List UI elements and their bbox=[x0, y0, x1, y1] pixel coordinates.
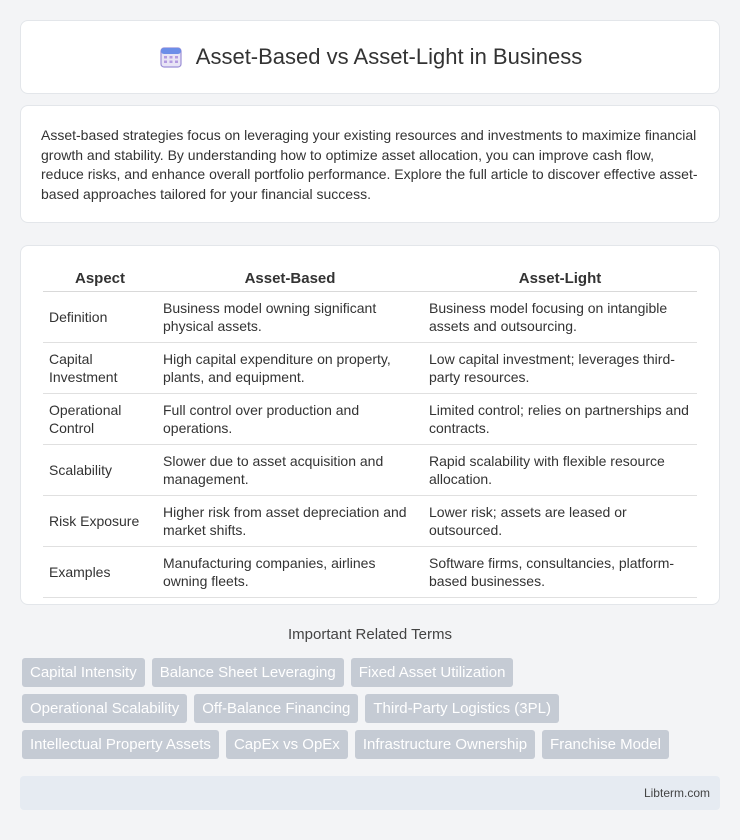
table-row bbox=[43, 445, 697, 496]
title-card bbox=[20, 20, 720, 94]
cell-asset-light: Low capital investment; leverages third-party resources. bbox=[423, 343, 697, 394]
cell-asset-light: Limited control; relies on partnerships and contracts. bbox=[423, 394, 697, 445]
cell-asset-based: Manufacturing companies, airlines owning fleets. bbox=[157, 547, 423, 598]
header-asset-based: Asset-Based bbox=[157, 266, 423, 292]
related-terms-tags bbox=[22, 658, 722, 766]
table-row bbox=[43, 496, 697, 547]
footer-link[interactable]: Libterm.com bbox=[643, 786, 710, 800]
cell-aspect: Definition bbox=[43, 292, 157, 343]
tag-intellectual-property-assets[interactable]: Intellectual Property Assets bbox=[22, 730, 219, 759]
tag-franchise-model[interactable]: Franchise Model bbox=[542, 730, 669, 759]
cell-asset-based: Higher risk from asset depreciation and market shifts. bbox=[157, 496, 423, 547]
cell-asset-light: Rapid scalability with flexible resource allocation. bbox=[423, 445, 697, 496]
tag-fixed-asset-utilization[interactable]: Fixed Asset Utilization bbox=[351, 658, 514, 687]
tag-off-balance-financing[interactable]: Off-Balance Financing bbox=[194, 694, 358, 723]
cell-asset-light: Lower risk; assets are leased or outsourced. bbox=[423, 496, 697, 547]
table-header-row bbox=[43, 266, 697, 292]
comparison-table bbox=[43, 266, 697, 598]
tag-balance-sheet-leveraging[interactable]: Balance Sheet Leveraging bbox=[152, 658, 344, 687]
cell-asset-light: Software firms, consultancies, platform-based businesses. bbox=[423, 547, 697, 598]
table-row bbox=[43, 394, 697, 445]
cell-asset-based: High capital expenditure on property, plants, and equipment. bbox=[157, 343, 423, 394]
related-terms-title: Important Related Terms bbox=[288, 626, 452, 643]
cell-aspect: Risk Exposure bbox=[43, 496, 157, 547]
calendar-icon bbox=[158, 44, 184, 70]
tag-third-party-logistics[interactable]: Third-Party Logistics (3PL) bbox=[365, 694, 559, 723]
intro-text: Asset-based strategies focus on leveraging your existing resources and investments to maximize financial growth and stability. By understanding how to optimize asset allocation, you can improve cash flow, reduce risks, and enhance overall portfolio performance. Explore the full article to discover effective asset-based approaches tailored for your financial success. bbox=[41, 127, 698, 202]
page-title: Asset-Based vs Asset-Light in Business bbox=[195, 44, 583, 69]
cell-aspect: Scalability bbox=[43, 445, 157, 496]
tag-capital-intensity[interactable]: Capital Intensity bbox=[22, 658, 145, 687]
cell-aspect: Capital Investment bbox=[43, 343, 157, 394]
cell-aspect: Examples bbox=[43, 547, 157, 598]
tag-operational-scalability[interactable]: Operational Scalability bbox=[22, 694, 187, 723]
cell-asset-based: Slower due to asset acquisition and management. bbox=[157, 445, 423, 496]
table-row bbox=[43, 343, 697, 394]
cell-aspect: Operational Control bbox=[43, 394, 157, 445]
cell-asset-light: Business model focusing on intangible assets and outsourcing. bbox=[423, 292, 697, 343]
tag-capex-vs-opex[interactable]: CapEx vs OpEx bbox=[226, 730, 348, 759]
tag-infrastructure-ownership[interactable]: Infrastructure Ownership bbox=[355, 730, 535, 759]
table-row bbox=[43, 547, 697, 598]
comparison-table-card bbox=[20, 245, 720, 605]
table-row bbox=[43, 292, 697, 343]
footer bbox=[20, 776, 720, 810]
intro-card bbox=[20, 105, 720, 223]
cell-asset-based: Business model owning significant physical assets. bbox=[157, 292, 423, 343]
header-aspect: Aspect bbox=[43, 266, 157, 292]
cell-asset-based: Full control over production and operations. bbox=[157, 394, 423, 445]
header-asset-light: Asset-Light bbox=[423, 266, 697, 292]
